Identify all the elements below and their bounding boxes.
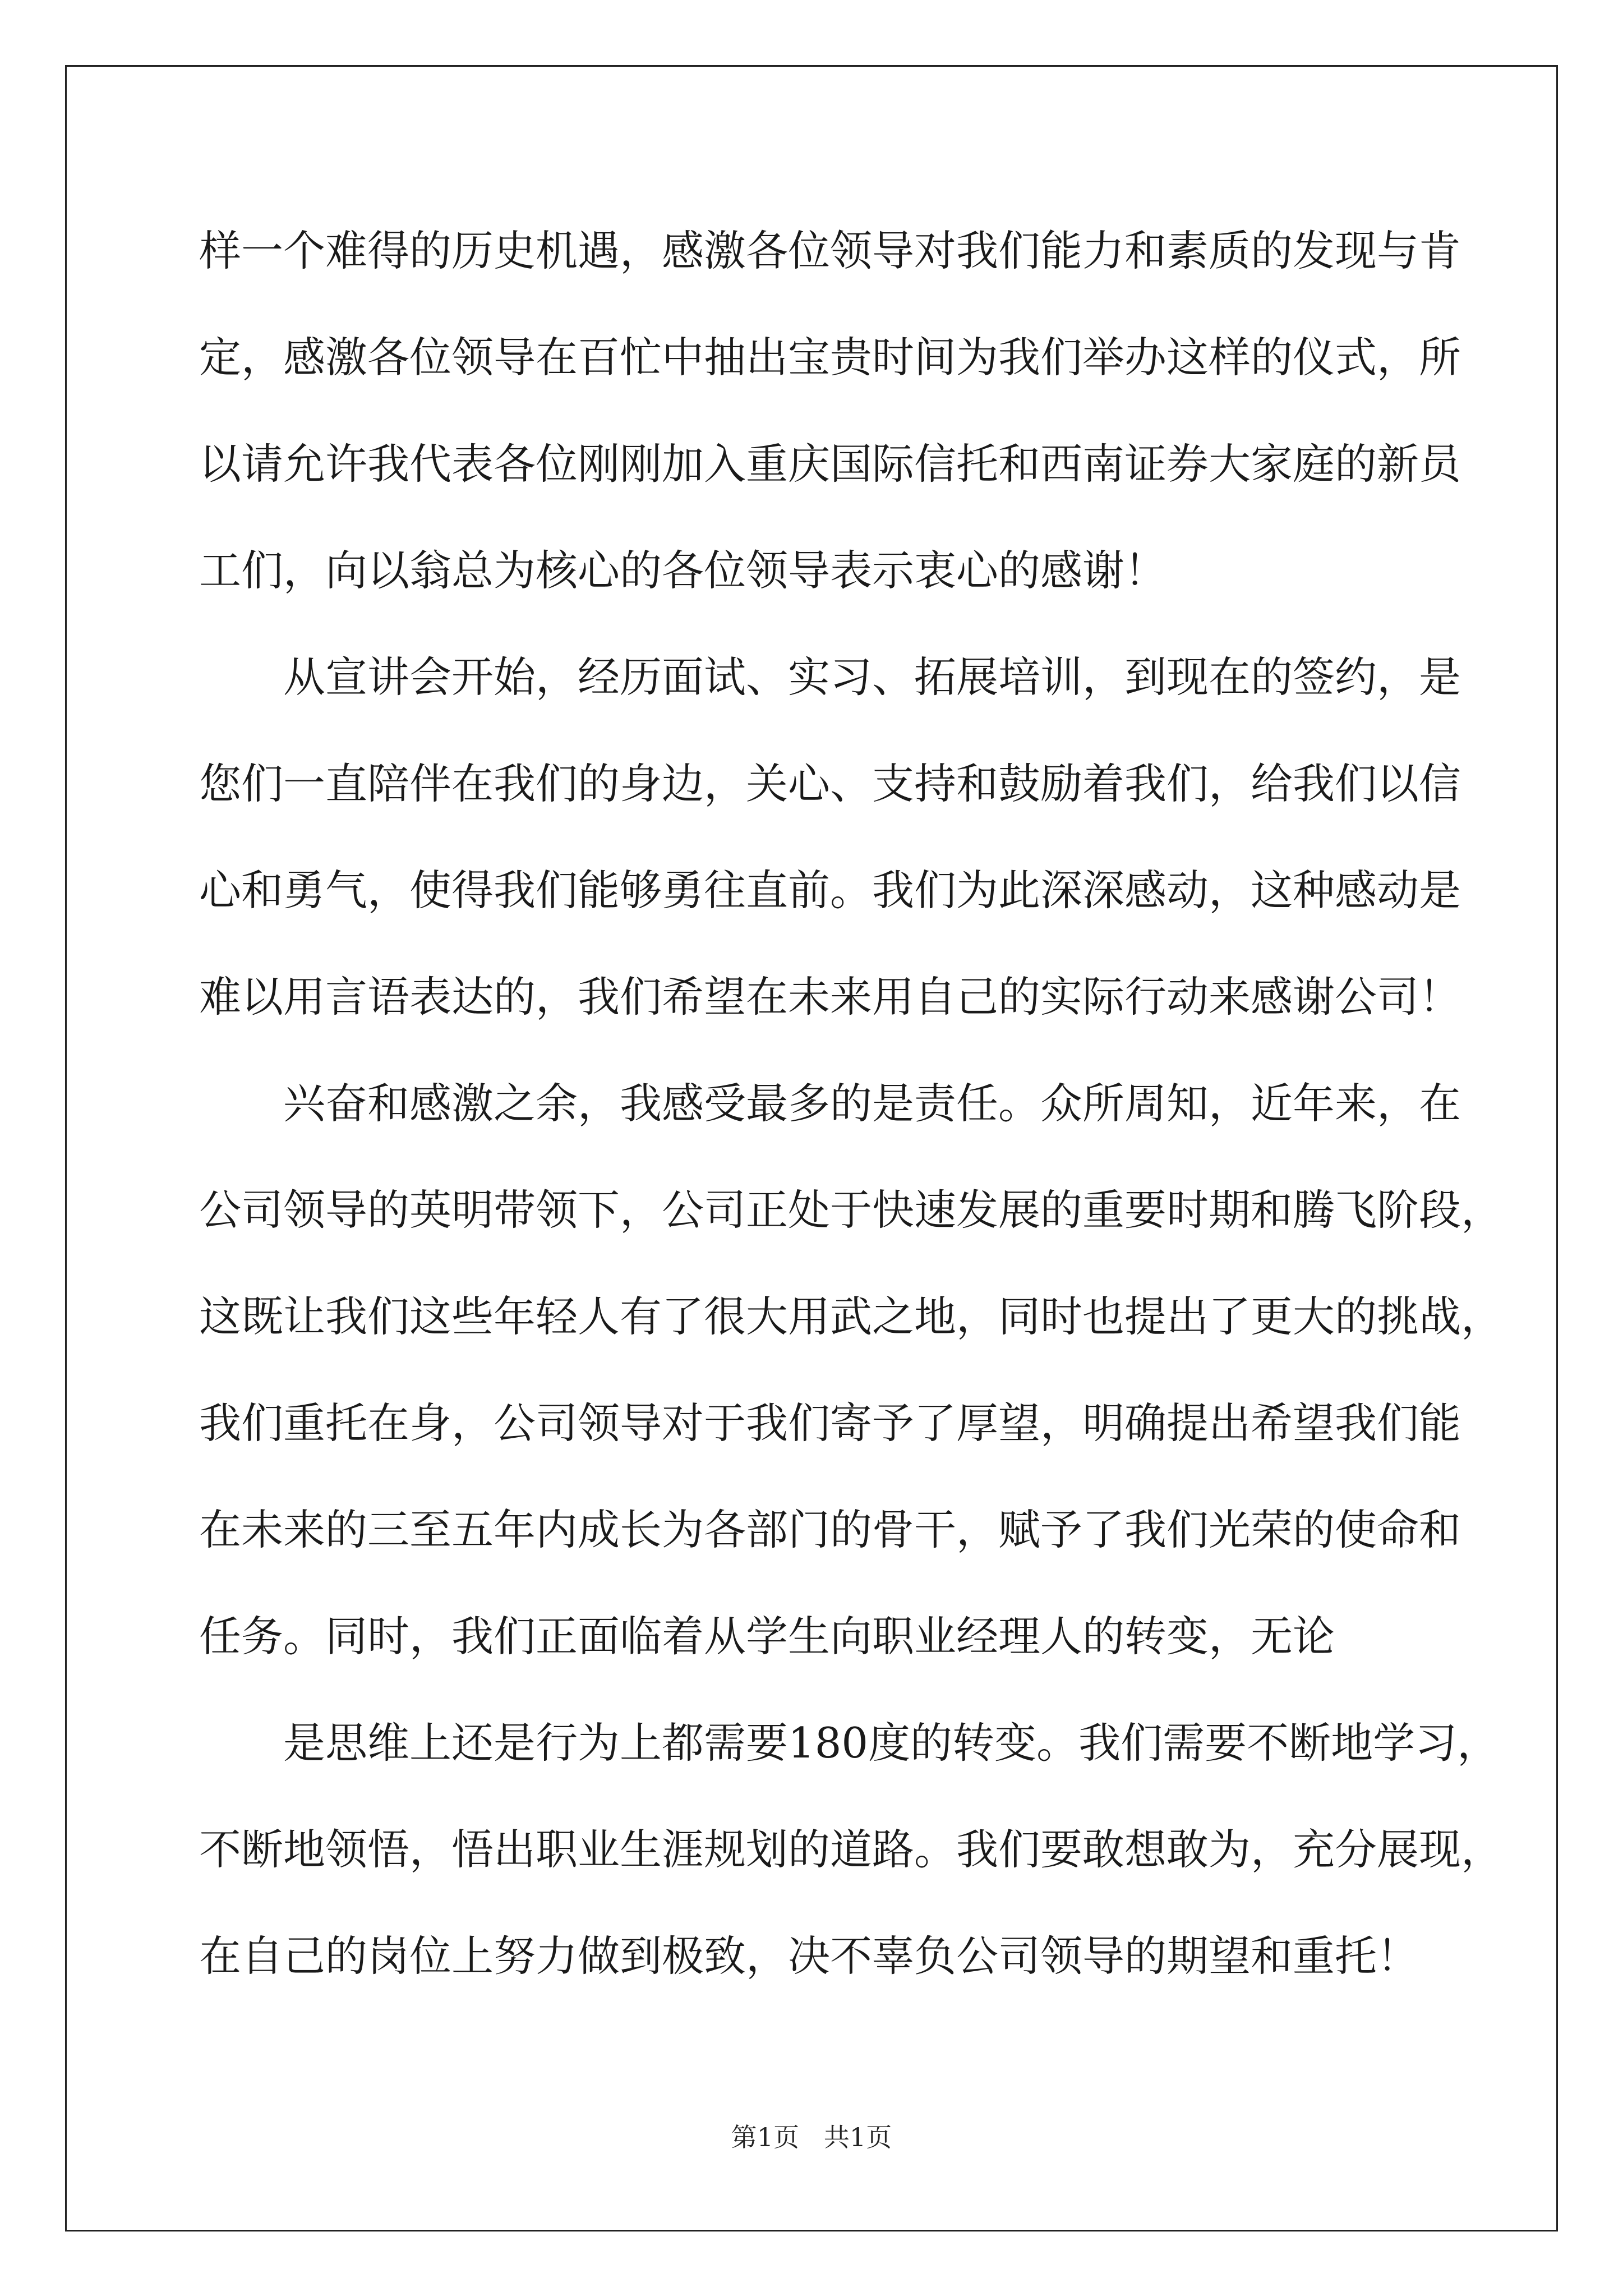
page-number-footer: 第1页 共1页 xyxy=(731,2122,892,2152)
body-line-6: 您们一直陪伴在我们的身边，关心、支持和鼓励着我们，给我们以信 xyxy=(199,759,1461,808)
body-line-15: 是思维上还是行为上都需要180度的转变。我们需要不断地学习， xyxy=(283,1718,1500,1768)
body-line-3: 以请允许我代表各位刚刚加入重庆国际信托和西南证券大家庭的新员 xyxy=(199,439,1461,489)
body-line-11: 这既让我们这些年轻人有了很大用武之地，同时也提出了更大的挑战， xyxy=(199,1292,1504,1341)
body-line-2: 定，感激各位领导在百忙中抽出宝贵时间为我们举办这样的仪式，所 xyxy=(199,333,1461,382)
body-line-9: 兴奋和感激之余，我感受最多的是责任。众所周知，近年来，在 xyxy=(283,1079,1461,1128)
body-line-5: 从宣讲会开始，经历面试、实习、拓展培训，到现在的签约，是 xyxy=(283,652,1461,702)
body-line-4: 工们，向以翁总为核心的各位领导表示衷心的感谢！ xyxy=(199,546,1167,595)
body-line-7: 心和勇气，使得我们能够勇往直前。我们为此深深感动，这种感动是 xyxy=(199,866,1461,915)
body-line-12: 我们重托在身，公司领导对于我们寄予了厚望，明确提出希望我们能 xyxy=(199,1398,1461,1448)
body-line-17: 在自己的岗位上努力做到极致，决不辜负公司领导的期望和重托！ xyxy=(199,1931,1419,1981)
body-line-8: 难以用言语表达的，我们希望在未来用自己的实际行动来感谢公司！ xyxy=(199,972,1461,1022)
body-line-10: 公司领导的英明带领下，公司正处于快速发展的重要时期和腾飞阶段， xyxy=(199,1185,1504,1235)
body-line-1: 样一个难得的历史机遇，感激各位领导对我们能力和素质的发现与肯 xyxy=(199,226,1461,275)
body-line-16: 不断地领悟，悟出职业生涯规划的道路。我们要敢想敢为，充分展现， xyxy=(199,1825,1504,1874)
body-line-13: 在未来的三至五年内成长为各部门的骨干，赋予了我们光荣的使命和 xyxy=(199,1505,1461,1554)
body-line-14: 任务。同时，我们正面临着从学生向职业经理人的转变，无论 xyxy=(199,1612,1335,1661)
